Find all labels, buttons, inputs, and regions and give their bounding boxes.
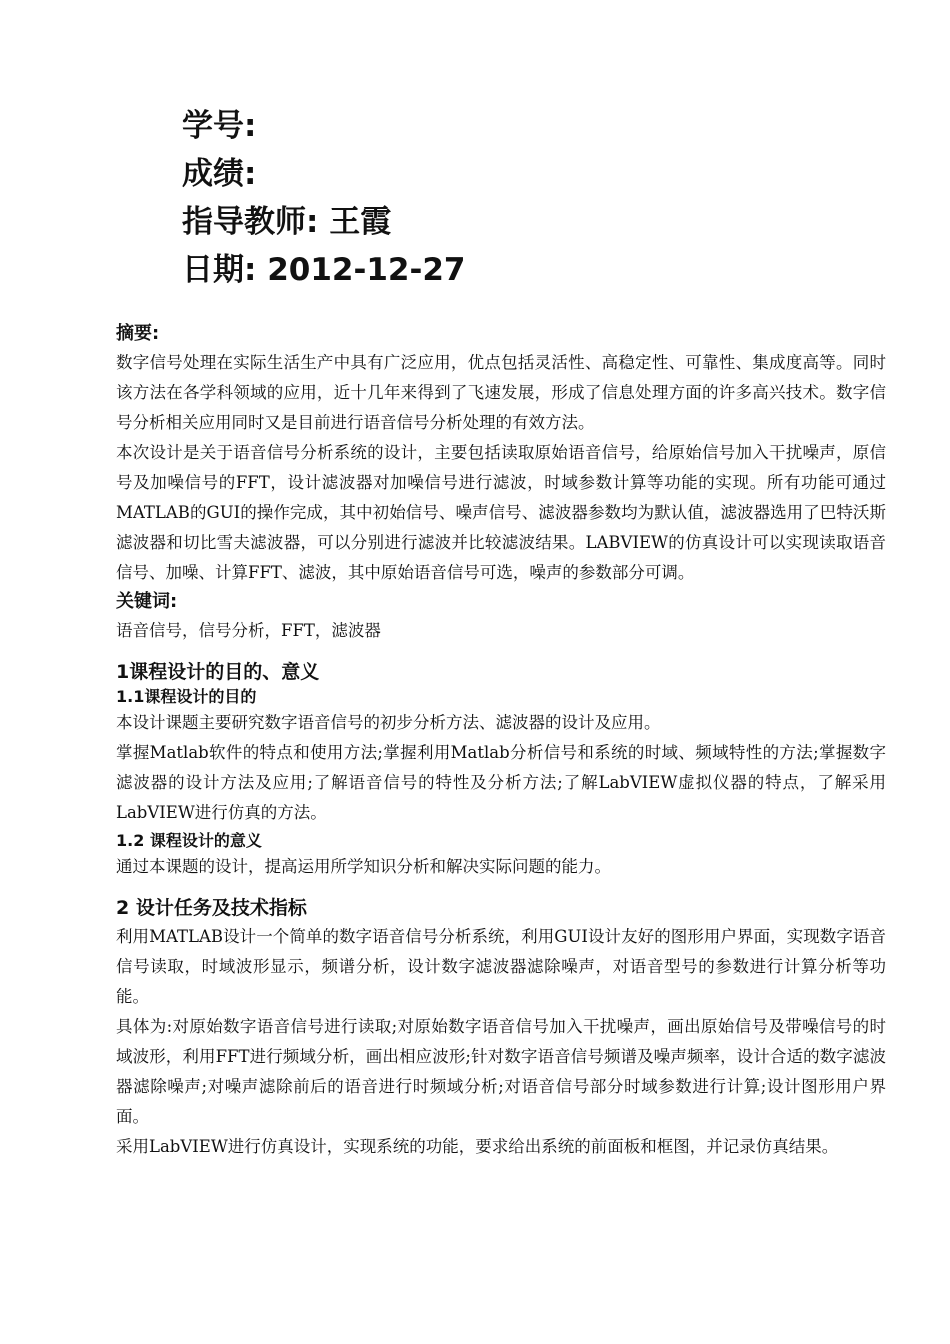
date-line: 日期: 2012-12-27: [182, 252, 466, 288]
section-1-1-paragraph: 本设计课题主要研究数字语音信号的初步分析方法、滤波器的设计及应用。: [116, 713, 661, 732]
section-1-2-paragraph: 通过本课题的设计，提高运用所学知识分析和解决实际问题的能力。: [116, 857, 611, 876]
section-2-heading: 2 设计任务及技术指标: [116, 897, 307, 919]
section-2-paragraph: 利用MATLAB设计一个简单的数字语音信号分析系统，利用GUI设计友好的图形用户界面，实现数字语音信号读取，时域波形显示，频谱分析，设计数字滤波器滤除噪声，对语音型号的参数进行计算分析等功能。: [116, 927, 886, 1006]
section-1-2-heading: 1.2 课程设计的意义: [116, 831, 262, 850]
section-1-1-heading: 1.1课程设计的目的: [116, 687, 257, 706]
score-label: 成绩:: [182, 156, 257, 192]
section-1-heading: 1课程设计的目的、意义: [116, 661, 320, 683]
advisor-line: 指导教师: 王霞: [182, 204, 392, 240]
abstract-paragraph: 数字信号处理在实际生活生产中具有广泛应用，优点包括灵活性、高稳定性、可靠性、集成度高等。同时该方法在各学科领域的应用，近十几年来得到了飞速发展，形成了信息处理方面的许多高兴技术。数字信号分析相关应用同时又是目前进行语音信号分析处理的有效方法。: [116, 353, 886, 432]
student-id-label: 学号:: [182, 108, 257, 144]
abstract-paragraph: 本次设计是关于语音信号分析系统的设计，主要包括读取原始语音信号，给原始信号加入干扰噪声，原信号及加噪信号的FFT，设计滤波器对加噪信号进行滤波，时域参数计算等功能的实现。所有功能可通过MATLAB的GUI的操作完成，其中初始信号、噪声信号、滤波器参数均为默认值，滤波器选用了巴特沃斯滤波器和切比雪夫滤波器，可以分别进行滤波并比较滤波结果。LABVIEW的仿真设计可以实现读取语音信号、加噪、计算FFT、滤波，其中原始语音信号可选，噪声的参数部分可调。: [116, 443, 886, 582]
section-1-1-paragraph: 掌握Matlab软件的特点和使用方法;掌握利用Matlab分析信号和系统的时域、频域特性的方法;掌握数字滤波器的设计方法及应用;了解语音信号的特性及分析方法;了解LabVIEW虚拟仪器的特点，了解采用LabVIEW进行仿真的方法。: [116, 743, 886, 822]
document-body: [116, 320, 886, 1162]
keywords-heading: 关键词:: [116, 591, 178, 612]
keywords-text: 语音信号，信号分析，FFT，滤波器: [116, 621, 381, 640]
abstract-heading: 摘要:: [116, 323, 160, 344]
cover-block: [182, 102, 465, 294]
section-2-paragraph: 采用LabVIEW进行仿真设计，实现系统的功能，要求给出系统的前面板和框图，并记录仿真结果。: [116, 1137, 839, 1156]
section-2-paragraph: 具体为:对原始数字语音信号进行读取;对原始数字语音信号加入干扰噪声，画出原始信号及带噪信号的时域波形，利用FFT进行频域分析，画出相应波形;针对数字语音信号频谱及噪声频率，设计合适的数字滤波器滤除噪声;对噪声滤除前后的语音进行时频域分析;对语音信号部分时域参数进行计算;设计图形用户界面。: [116, 1017, 886, 1126]
